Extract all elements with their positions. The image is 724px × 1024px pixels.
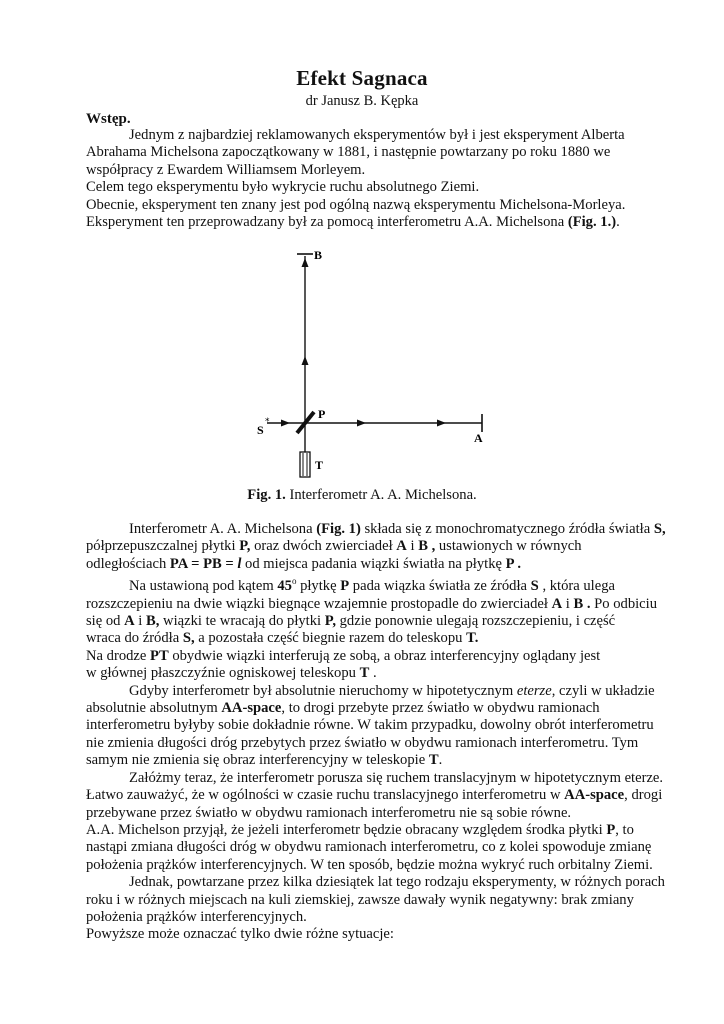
text-run: A [124, 613, 135, 630]
text-line [86, 596, 676, 613]
text-line [86, 683, 676, 700]
text-run: P . [505, 555, 522, 572]
text-run: rozszczepieniu na dwie wiązki biegnące wzajemnie prostopadle do zwierciadeł [86, 595, 552, 612]
figure-reference: (Fig. 1.) [567, 214, 617, 231]
text-run: półprzepuszczalnej płytki [86, 538, 240, 555]
text-run: . [616, 214, 620, 231]
caption-label: Fig. 1. [247, 487, 286, 503]
source-star-icon: * [265, 417, 270, 427]
text-run: Na ustawioną pod kątem [129, 578, 278, 595]
text-line [86, 700, 676, 717]
text-run: , to drogi przebyte przez światło w obydwu ramionach [281, 700, 600, 717]
text-run: składa się z monochromatycznego źródła światła [360, 521, 654, 537]
text-run: pada wiązka światła ze źródła [349, 578, 531, 595]
text-run: oraz dwóch zwierciadeł [250, 538, 397, 555]
text-line: położenia prążków interferencyjnych. W ten sposób, będzie można wykryć ruch orbitalny Ziemi. [86, 856, 653, 873]
text-line: nastąpi zmiana długości dróg w obydwu ramionach interferometru, co z kolei spowoduje zmianę [86, 839, 652, 856]
text-line: Powyższe może oznaczać tylko dwie różne sytuacje: [86, 926, 394, 943]
label-b: B [314, 248, 323, 262]
text-run: B , [418, 538, 436, 555]
text-line: roku i w różnych miejscach na kuli ziemskiej, zawsze dawały wynik negatywny: brak zmiany [86, 891, 634, 908]
text-line: przebywane przez światło w obydwu ramionach interferometru nie są sobie równe. [86, 804, 572, 821]
text-run: odległościach [86, 555, 170, 572]
body-text [86, 521, 676, 944]
text-line: Załóżmy teraz, że interferometr porusza się ruchem translacyjnym w hipotetycznym eterze. [129, 769, 664, 786]
text-run: P [340, 578, 350, 595]
text-run: PT [150, 647, 169, 664]
figure-caption [0, 487, 724, 504]
text-run: ustawionych w równych [435, 538, 582, 555]
text-run: . [438, 752, 443, 769]
text-run: l [237, 555, 242, 572]
label-s: S [257, 423, 264, 437]
text-run: w głównej płaszczyźnie ogniskowej teleskopu [86, 665, 360, 682]
text-run: i [406, 538, 419, 555]
caption-text: Interferometr A. A. Michelsona. [285, 487, 477, 503]
text-line: Obecnie, eksperyment ten znany jest pod ogólną nazwą eksperymentu Michelsona-Morleya. [86, 196, 626, 213]
text-line: Celem tego eksperymentu było wykrycie ruchu absolutnego Ziemi. [86, 179, 480, 196]
text-run: Interferometr A. A. Michelsona [129, 521, 317, 537]
text-run: Na drodze [86, 647, 151, 664]
text-run: P, [324, 613, 336, 630]
text-run: samym nie zmienia się obraz interferencyjny w teleskopie [86, 752, 429, 769]
text-run: PA = PB = [169, 555, 238, 572]
text-line: Abrahama Michelsona zapoczątkowany w 1881, i następnie powtarzany po roku 1880 we [86, 144, 611, 161]
text-run: , czyli w układzie [551, 682, 655, 699]
text-line: nie zmienia długości dróg przebytych przez światło w obydwu ramionach interferometru. Tym [86, 734, 639, 751]
text-run: AA-space [221, 700, 282, 717]
text-run: B, [146, 613, 160, 630]
text-line: położenia prążków interferencyjnych. [86, 908, 307, 925]
text-line [86, 521, 676, 538]
text-run: B . [573, 595, 591, 612]
page-title: Efekt Sagnaca [296, 66, 428, 90]
text-run: absolutnie absolutnym [86, 700, 222, 717]
text-run: gdzie ponownie ulegają rozszczepieniu, i część [335, 613, 616, 630]
text-line: Jednak, powtarzane przez kilka dziesiątek lat tego rodzaju eksperymenty, w różnych porach [129, 874, 665, 891]
text-run: wraca do źródła [86, 630, 183, 647]
text-run: , która ulega [538, 578, 615, 595]
text-run: a pozostała część biegnie razem do teleskopu [194, 630, 467, 647]
label-p: P [318, 407, 326, 421]
text-line [86, 648, 676, 665]
text-run: eterze [516, 682, 552, 699]
text-line [86, 573, 676, 595]
text-run: Po odbiciu [590, 595, 657, 612]
text-line [86, 214, 676, 231]
text-line [86, 822, 676, 839]
text-run: płytkę [296, 578, 341, 595]
text-run: i [562, 595, 574, 612]
text-run: S [530, 578, 539, 595]
author-line: dr Janusz B. Kępka [305, 93, 419, 109]
text-run: Eksperyment ten przeprowadzany był za pomocą interferometru A.A. Michelsona [86, 214, 568, 231]
text-line [86, 538, 676, 555]
text-line [86, 752, 676, 769]
text-run: się od [86, 613, 125, 630]
text-run: . [369, 665, 377, 682]
text-run: T [428, 752, 439, 769]
label-a: A [474, 431, 483, 445]
label-t: T [315, 458, 324, 472]
text-line: Jednym z najbardziej reklamowanych eksperymentów był i jest eksperyment Alberta [129, 127, 625, 143]
text-run: , drogi [624, 787, 663, 804]
text-line [86, 556, 676, 573]
text-run: A.A. Michelson przyjął, że jeżeli interferometr będzie obracany względem środka płytki [86, 821, 607, 838]
text-run: A [551, 595, 563, 612]
text-run: , to [615, 821, 634, 838]
figure-background [250, 240, 510, 485]
text-run: obydwie wiązki interferują ze sobą, a obraz interferencyjny oglądany jest [168, 647, 601, 664]
text-run: 45 [277, 578, 292, 595]
text-line [86, 630, 676, 647]
text-run: i [134, 613, 147, 630]
text-line: interferometru byłyby sobie dokładnie równe. W takim przypadku, dowolny obrót interferometru [86, 717, 654, 734]
text-run: (Fig. 1) [316, 521, 361, 537]
text-line [86, 665, 676, 682]
text-run: Gdyby interferometr był absolutnie nieruchomy w hipotetycznym [129, 682, 517, 699]
text-run: od miejsca padania wiązki światła na płytkę [241, 555, 506, 572]
text-run: o [291, 576, 297, 587]
telescope-body [300, 452, 310, 477]
text-run: S, [653, 521, 666, 537]
text-run: T. [466, 630, 479, 647]
text-line [86, 787, 676, 804]
text-run: wiązki te wracają do płytki [159, 613, 325, 630]
text-run: AA-space [564, 787, 625, 804]
text-line: współpracy z Ewardem Williamsem Morleyem. [86, 161, 366, 178]
intro-paragraph [86, 127, 676, 231]
section-heading: Wstęp. [86, 111, 131, 127]
text-run: P [606, 821, 616, 838]
text-run: T [359, 665, 370, 682]
text-run: Łatwo zauważyć, że w ogólności w czasie ruchu translacyjnego interferometru w [86, 787, 565, 804]
text-run: A [396, 538, 407, 555]
text-run: S, [182, 630, 195, 647]
text-line [86, 613, 676, 630]
text-run: P, [239, 538, 251, 555]
interferometer-diagram [250, 240, 510, 485]
interferometer-figure [250, 240, 510, 485]
